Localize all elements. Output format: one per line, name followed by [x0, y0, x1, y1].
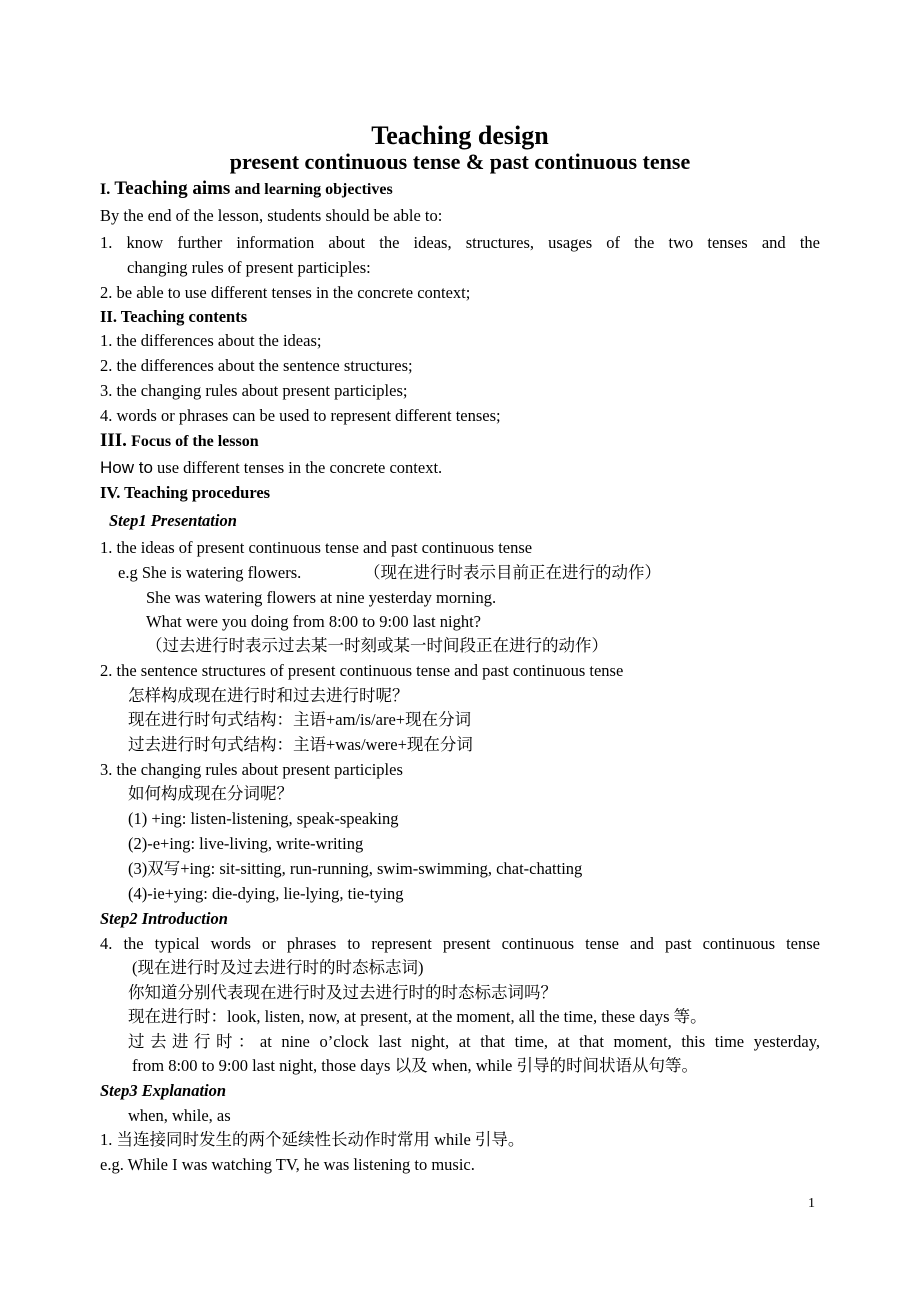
example-note: （现在进行时表示目前正在进行的动作） — [364, 563, 661, 582]
focus-text-b: use different tenses in the concrete context. — [157, 458, 443, 477]
section-1-title-b: and learning objectives — [234, 181, 393, 198]
section-3-number: III. — [100, 430, 127, 451]
procedure-5-words: when, while, as — [128, 1106, 231, 1125]
procedure-2-question: 怎样构成现在进行时和过去进行时呢？ — [128, 686, 409, 705]
page-number: 1 — [808, 1196, 815, 1211]
section-3-title: Focus of the lesson — [131, 433, 259, 450]
participle-rule: (4)-ie+ying: die-dying, lie-lying, tie-tying — [128, 884, 404, 903]
participle-rule: (2)-e+ing: live-living, write-writing — [128, 834, 364, 853]
focus-text-a: How to — [100, 458, 153, 477]
step-3-heading: Step3 Explanation — [100, 1081, 227, 1100]
content-item: 3. the changing rules about present participles; — [100, 381, 408, 400]
procedure-4-title: 4. the typical words or phrases to represent present continuous tense and past continuous tense — [100, 934, 820, 953]
procedure-4-question: 你知道分别代表现在进行时及过去进行时的时态标志词吗？ — [128, 983, 557, 1002]
section-2-heading: II. Teaching contents — [100, 307, 248, 326]
procedure-2-structure-present: 现在进行时句式结构：主语+am/is/are+现在分词 — [128, 710, 472, 729]
procedure-3-question: 如何构成现在分词呢？ — [128, 784, 293, 803]
focus-text — [100, 457, 820, 479]
procedure-4-past-markers-line-2: from 8:00 to 9:00 last night, those days 以及 when, while 引导的时间状语从句等。 — [132, 1056, 699, 1075]
document-title: Teaching design — [371, 121, 549, 150]
procedure-1-note: （过去进行时表示过去某一时刻或某一时间段正在进行的动作） — [146, 636, 608, 655]
procedure-4-present-markers: 现在进行时：look, listen, now, at present, at the moment, all the time, these days 等。 — [128, 1007, 707, 1026]
procedure-1-example-3: What were you doing from 8:00 to 9:00 last night? — [146, 612, 481, 631]
procedure-2-structure-past: 过去进行时句式结构：主语+was/were+现在分词 — [128, 735, 473, 754]
content-item: 4. words or phrases can be used to represent different tenses; — [100, 406, 501, 425]
section-1-heading — [100, 178, 820, 201]
procedure-2-title: 2. the sentence structures of present continuous tense and past continuous tense — [100, 661, 624, 680]
document-subtitle: present continuous tense & past continuous tense — [229, 149, 691, 174]
section-1-title-a: Teaching aims — [114, 178, 231, 199]
content-item: 1. the differences about the ideas; — [100, 331, 322, 350]
aim-item-2: 2. be able to use different tenses in the concrete context; — [100, 283, 471, 302]
procedure-1-example-2: She was watering flowers at nine yesterday morning. — [146, 588, 497, 607]
content-item: 2. the differences about the sentence structures; — [100, 356, 413, 375]
step-2-heading: Step2 Introduction — [100, 909, 228, 928]
procedure-1-example — [118, 562, 838, 584]
step-1-heading: Step1 Presentation — [109, 511, 237, 530]
section-1-intro: By the end of the lesson, students should be able to: — [100, 206, 443, 225]
section-4-heading: IV. Teaching procedures — [100, 483, 271, 502]
procedure-1-title: 1. the ideas of present continuous tense and past continuous tense — [100, 538, 533, 557]
participle-rule: (1) +ing: listen-listening, speak-speaking — [128, 809, 399, 828]
example-sentence: e.g She is watering flowers. — [118, 563, 302, 582]
procedure-4-past-markers-line-1: 过去进行时：at nine o’clock last night, at that time, at that moment, this time yesterday, — [128, 1032, 820, 1051]
section-3-heading — [100, 430, 820, 453]
procedure-5-rule: 1. 当连接同时发生的两个延续性长动作时常用 while 引导。 — [100, 1130, 525, 1149]
procedure-4-subtitle: (现在进行时及过去进行时的时态标志词) — [132, 958, 424, 977]
aim-item-1-line-1: 1. know further information about the ideas, structures, usages of the two tenses and the — [100, 233, 820, 252]
aim-item-1-line-2: changing rules of present participles: — [127, 258, 371, 277]
section-1-number: I. — [100, 181, 111, 198]
procedure-5-example: e.g. While I was watching TV, he was listening to music. — [100, 1155, 475, 1174]
participle-rule: (3)双写+ing: sit-sitting, run-running, swim-swimming, chat-chatting — [128, 859, 583, 878]
procedure-3-title: 3. the changing rules about present participles — [100, 760, 403, 779]
